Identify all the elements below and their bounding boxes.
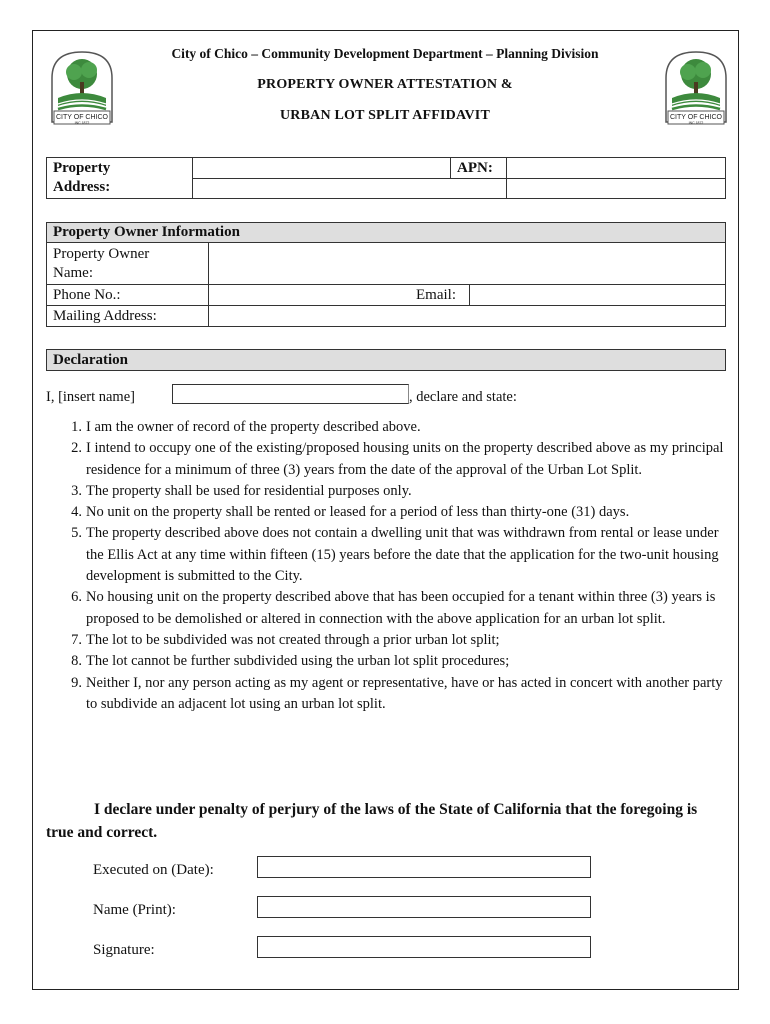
declaration-header — [46, 349, 726, 371]
owner-info-title: Property Owner Information — [53, 224, 240, 240]
declaration-item — [54, 651, 734, 672]
divider — [46, 284, 726, 285]
declaration-item-number: 9. — [71, 674, 82, 691]
declaration-item — [54, 523, 734, 587]
divider — [208, 243, 209, 327]
declaration-intro-suffix: , declare and state: — [409, 389, 517, 405]
form-title-line1: PROPERTY OWNER ATTESTATION & — [257, 77, 513, 92]
declaration-item-text: I am the owner of record of the property described above. — [86, 419, 421, 435]
apn-label: APN: — [457, 160, 493, 176]
form-title-line2: URBAN LOT SPLIT AFFIDAVIT — [279, 108, 490, 123]
logo-text: CITY OF CHICO — [670, 114, 722, 121]
logo-subtext: INC 1872 — [74, 121, 90, 125]
declaration-item-text: Neither I, nor any person acting as my agent or representative, have or has acted in concert with another party to subdivide an adjacent lot using an urban lot split. — [86, 674, 723, 712]
declaration-item-number: 2. — [71, 440, 82, 457]
declaration-item-text: The property described above does not contain a dwelling unit that was withdrawn from rental or lease under the Ellis Act at any time within fifteen (15) years before the date that the application for the two-unit housing development is submitted to the City. — [86, 525, 719, 585]
executed-date-label: Executed on (Date): — [93, 862, 214, 878]
declaration-item-number: 8. — [71, 653, 82, 670]
declaration-list — [54, 417, 734, 715]
declaration-item-number: 4. — [71, 504, 82, 521]
logo-text: CITY OF CHICO — [56, 114, 108, 121]
declaration-item — [54, 630, 734, 651]
phone-label: Phone No.: — [53, 287, 121, 303]
declaration-item-number: 6. — [71, 589, 82, 606]
owner-name-label: Property Owner — [53, 246, 150, 262]
apn-field-2[interactable] — [508, 180, 724, 198]
email-field[interactable] — [471, 286, 724, 304]
mailing-address-field[interactable] — [210, 307, 724, 325]
declaration-item-text: The property shall be used for residential purposes only. — [86, 482, 412, 499]
declaration-item-text: The lot to be subdivided was not created through a prior urban lot split; — [86, 631, 500, 648]
declaration-item — [54, 417, 734, 438]
divider — [192, 178, 726, 179]
declaration-item-number: 5. — [71, 525, 82, 542]
property-address-label-2: Address: — [53, 179, 111, 195]
print-name-label: Name (Print): — [93, 902, 176, 918]
department-heading: City of Chico – Community Development Department – Planning Division — [171, 46, 599, 61]
email-label: Email: — [416, 287, 456, 303]
declaration-item — [54, 502, 734, 523]
property-address-field-2[interactable] — [194, 180, 504, 198]
declaration-item — [54, 438, 734, 481]
declaration-item-number: 1. — [71, 419, 82, 435]
declaration-item-number: 3. — [71, 482, 82, 499]
logo-subtext: INC 1872 — [688, 121, 704, 125]
declaration-intro-prefix: I, [insert name] — [46, 389, 135, 405]
executed-date-field[interactable] — [257, 856, 591, 878]
signature-field[interactable] — [257, 936, 591, 958]
declaration-item — [54, 673, 734, 716]
divider — [450, 157, 451, 178]
signature-label: Signature: — [93, 942, 155, 958]
divider — [469, 284, 470, 305]
phone-field[interactable] — [210, 286, 410, 304]
declaration-item-text: I intend to occupy one of the existing/proposed housing units on the property described above as my principal residence for a minimum of three (3) years from the date of the approval of the Urban Lot Split. — [86, 440, 724, 478]
declaration-item — [54, 587, 734, 630]
owner-name-label-2: Name: — [53, 265, 93, 281]
declaration-item-text: The lot cannot be further subdivided using the urban lot split procedures; — [86, 653, 510, 670]
owner-name-field[interactable] — [210, 245, 724, 283]
declaration-item — [54, 481, 734, 502]
property-address-label: Property — [53, 160, 111, 176]
print-name-field[interactable] — [257, 896, 591, 918]
apn-field[interactable] — [508, 159, 724, 177]
mailing-address-label: Mailing Address: — [53, 308, 157, 324]
divider — [46, 305, 726, 306]
declaration-item-number: 7. — [71, 631, 82, 648]
declaration-item-text: No housing unit on the property described above that has been occupied for a tenant within three (3) years is proposed to be demolished or altered in connection with the above application for an urban lot split. — [86, 589, 716, 627]
declaration-item-text: No unit on the property shall be rented or leased for a period of less than thirty-one (31) days. — [86, 504, 630, 521]
declarant-name-field[interactable] — [172, 384, 409, 404]
perjury-statement: I declare under penalty of perjury of the laws of the State of California that the foregoing is true and correct. — [46, 801, 698, 841]
declaration-title: Declaration — [53, 352, 128, 368]
property-address-field[interactable] — [194, 159, 448, 177]
